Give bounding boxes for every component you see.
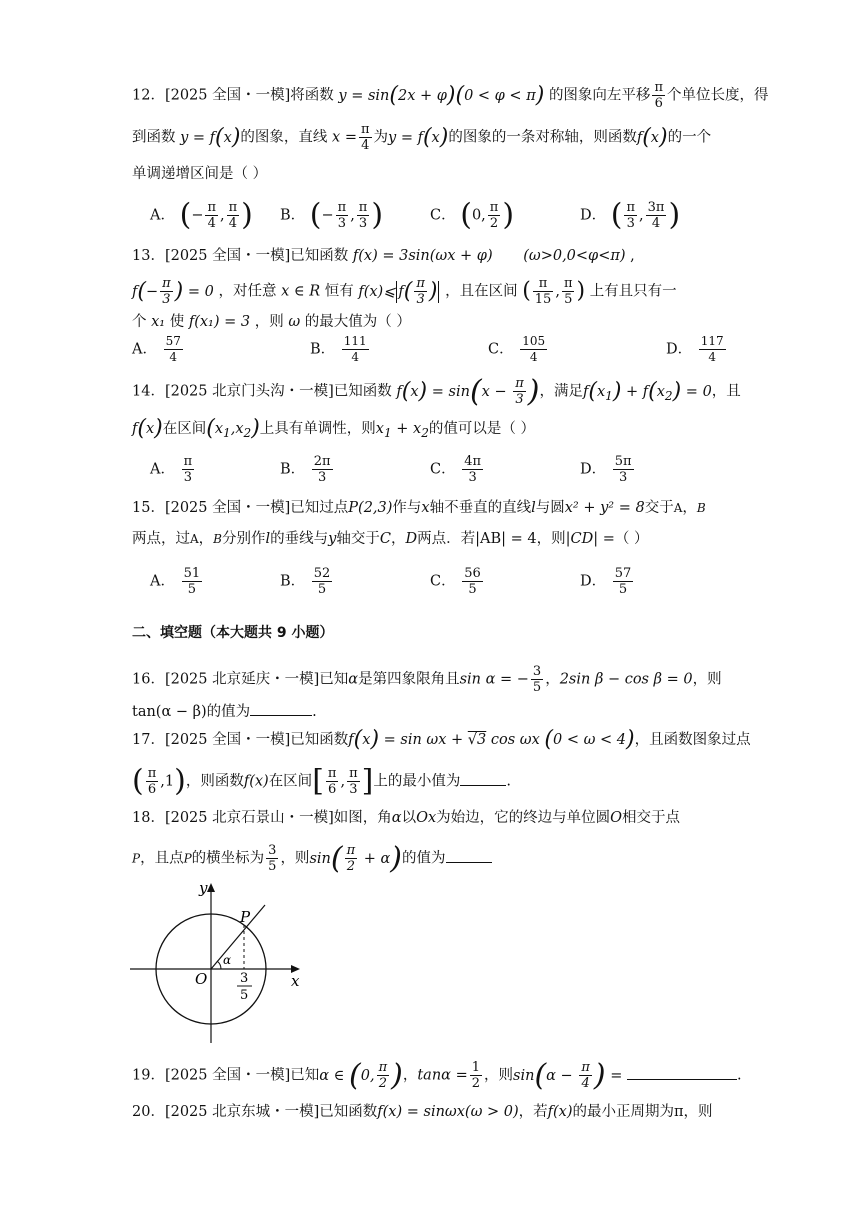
q12-option-a[interactable]: A． (− $\frac{\pi}{4}$ , $\frac{\pi}{4}$ ): [150, 197, 253, 233]
q17-line2: ( $\frac{\pi}{6}$ ,1)，则函数f(x)在区间[ $\frac{\pi}{6}$ , $\frac{\pi}{3}$ ]上的最小值为 .: [132, 763, 511, 799]
tick-label-denominator: 5: [240, 988, 249, 1003]
alpha-label: α: [223, 953, 232, 967]
q13-option-c[interactable]: C． $\frac{105}{4}$: [488, 334, 546, 364]
q14-option-a[interactable]: A． $\frac{\pi}{3}$: [150, 454, 193, 485]
q12-function: y = sin(2x + φ)(0 < φ < π): [338, 82, 545, 108]
unit-circle-figure: [128, 878, 306, 1048]
q20-line1: 20．[2025 北京东城・一模]已知函数f(x) = sinωx(ω > 0)，若f(x)的最小正周期为π，则: [132, 1104, 713, 1120]
q14-line2: f(x)在区间$(x_1,x_2)$上具有单调性，则$x_1 + x_2$的值可以是（ ）: [132, 416, 536, 441]
q16-line2: tan(α − β)的值为 .: [132, 704, 317, 720]
q19-line1: 19．[2025 全国・一模]已知α ∈ (0, $\frac{\pi}{2}$ )，tanα = $\frac{1}{2}$ ，则sin(α − $\frac{\pi}{4}$ ) = .: [132, 1057, 742, 1093]
q15-line2: 两点，过A，B分别作l的垂线与y轴交于C，D两点．若|AB| = 4，则|CD| =（ ）: [132, 531, 649, 547]
q15-option-a[interactable]: A． $\frac{51}{5}$: [150, 566, 201, 597]
q17-line1: 17．[2025 全国・一模]已知函数f(x) = sin ωx + √3 cos ωx (0 < ω < 4)，且函数图象过点: [132, 727, 751, 752]
q18-line2: P，且点P的横坐标为 $\frac{3}{5}$ ，则sin( $\frac{\pi}{2}$ + α)的值为: [132, 843, 492, 874]
q18-answer-blank[interactable]: [446, 862, 492, 863]
q15-option-d[interactable]: D． $\frac{57}{5}$: [580, 566, 632, 597]
q13-line2: f(− $\frac{\pi}{3}$ ) = 0 ，对任意 x ∈ R 恒有 f(x)⩽ f( $\frac{\pi}{3}$ ) ，且在区间 ( $\frac{\pi}{15}$ , $\frac{\pi}{5}$ ) 上有且只有一: [132, 276, 677, 307]
q17-answer-blank[interactable]: [460, 785, 506, 786]
q19-answer-blank[interactable]: [627, 1079, 737, 1080]
q12-line3: 单调递增区间是（ ）: [132, 166, 268, 182]
q14-option-b[interactable]: B． $\frac{2\pi}{3}$: [280, 454, 331, 485]
q12-option-c[interactable]: C． (0, $\frac{\pi}{2}$ ): [430, 197, 515, 233]
q13-option-b[interactable]: B． $\frac{111}{4}$: [310, 334, 367, 364]
q13-option-d[interactable]: D． $\frac{117}{4}$: [666, 334, 724, 364]
q12-option-d[interactable]: D． ( $\frac{\pi}{3}$ , $\frac{3\pi}{4}$ ): [580, 197, 681, 233]
q15-option-c[interactable]: C． $\frac{56}{5}$: [430, 566, 481, 597]
section-heading-fill-in: 二、填空题（本大题共 9 小题）: [132, 625, 334, 641]
q14-line1: 14．[2025 北京门头沟・一模]已知函数 f(x) = sin(x − $\frac{\pi}{3}$ )，满足$f(x_1) + f(x_2) = 0$，且: [132, 373, 741, 409]
q12-shift-frac: $\frac{\pi}{6}$: [654, 80, 663, 111]
q13-option-a[interactable]: A． $\frac{57}{4}$: [132, 334, 181, 364]
q16-line1: 16．[2025 北京延庆・一模]已知α是第四象限角且sin α = − $\frac{3}{5}$ ，2sin β − cos β = 0，则: [132, 664, 722, 695]
x-axis-label: x: [291, 972, 300, 990]
q12-option-b[interactable]: B． (− $\frac{\pi}{3}$ , $\frac{\pi}{3}$ ): [280, 197, 384, 233]
q15-line1: 15．[2025 全国・一模]已知过点P(2,3)作与x轴不垂直的直线l与圆x² + y² = 8交于A，B: [132, 500, 706, 516]
q16-answer-blank[interactable]: [250, 715, 312, 716]
q14-option-d[interactable]: D． $\frac{5\pi}{3}$: [580, 454, 632, 485]
q12-line1: 12．[2025 全国・一模]将函数 y = sin(2x + φ)(0 < φ < π) 的图象向左平移 $\frac{\pi}{6}$ 个单位长度，得: [132, 80, 769, 111]
y-axis-label: y: [199, 879, 208, 897]
q15-option-b[interactable]: B． $\frac{52}{5}$: [280, 566, 331, 597]
tick-label-numerator: 3: [240, 971, 249, 986]
origin-label: O: [195, 970, 208, 988]
angle-arc: [217, 961, 221, 969]
y-axis-arrow: [207, 883, 215, 892]
q12-line2: 到函数 y = f(x)的图象，直线 x = $\frac{\pi}{4}$ 为y = f(x)的图象的一条对称轴，则函数f(x)的一个: [132, 122, 712, 153]
q14-option-c[interactable]: C． $\frac{4\pi}{3}$: [430, 454, 482, 485]
q18-line1: 18．[2025 北京石景山・一模]如图，角α以Ox为始边，它的终边与单位圆O相交于点: [132, 810, 681, 826]
q13-line1: 13．[2025 全国・一模]已知函数 f(x) = 3sin(ωx + φ) (ω>0,0<φ<π) ,: [132, 248, 635, 264]
point-p-label: P: [240, 908, 251, 926]
q13-line3: 个 x₁ 使 f(x₁) = 3 ，则 ω 的最大值为（ ）: [132, 314, 411, 330]
